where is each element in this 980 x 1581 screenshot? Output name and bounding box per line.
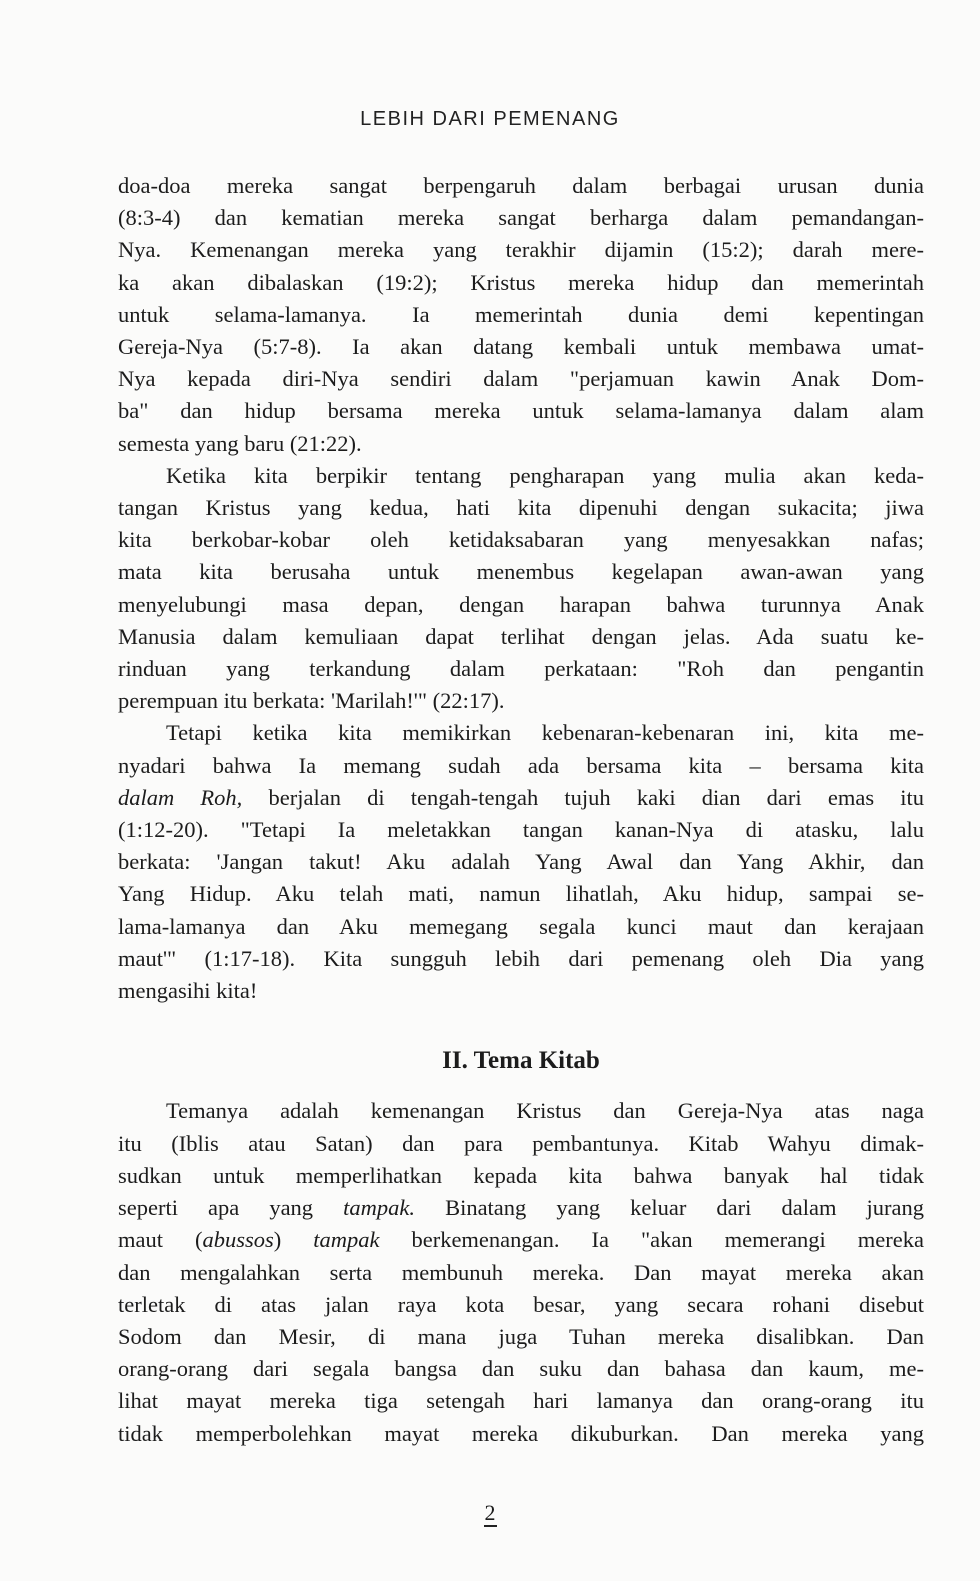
text-line: semesta yang baru (21:22). bbox=[118, 430, 362, 456]
text-line: Sodom dan Mesir, di mana juga Tuhan mereka disalibkan. Dan bbox=[118, 1323, 924, 1349]
text-line: dan mengalahkan serta membunuh mereka. Dan mayat mereka akan bbox=[118, 1259, 924, 1285]
italic-phrase: tampak. bbox=[343, 1195, 415, 1221]
page-number-text: 2 bbox=[484, 1500, 496, 1525]
text-line bbox=[118, 782, 924, 814]
paragraph-2 bbox=[118, 460, 924, 718]
text-run: ) bbox=[273, 1227, 314, 1253]
text-line: itu (Iblis atau Satan) dan para pembantunya. Kitab Wahyu dimak- bbox=[118, 1130, 924, 1156]
section-heading: II. Tema Kitab bbox=[442, 1047, 600, 1075]
paragraph-1 bbox=[118, 170, 924, 460]
text-line: terletak di atas jalan raya kota besar, yang secara rohani disebut bbox=[118, 1291, 924, 1317]
text-line: Nya kepada diri-Nya sendiri dalam "perjamuan kawin Anak Dom- bbox=[118, 366, 924, 392]
text-line: kita berkobar-kobar oleh ketidaksabaran yang menyesakkan nafas; bbox=[118, 527, 924, 553]
italic-phrase: abussos bbox=[202, 1227, 274, 1253]
text-run: maut ( bbox=[118, 1227, 203, 1253]
text-line: Yang Hidup. Aku telah mati, namun lihatlah, Aku hidup, sampai se- bbox=[118, 881, 924, 907]
text-line: untuk selama-lamanya. Ia memerintah dunia demi kepentingan bbox=[118, 301, 924, 327]
text-run: seperti apa yang bbox=[118, 1195, 344, 1221]
text-line bbox=[118, 1192, 924, 1224]
text-line: Gereja-Nya (5:7-8). Ia akan datang kembali untuk membawa umat- bbox=[118, 334, 924, 360]
paragraph-4 bbox=[118, 1095, 924, 1449]
text-line: Manusia dalam kemuliaan dapat terlihat dengan jelas. Ada suatu ke- bbox=[118, 623, 924, 649]
text-line: doa-doa mereka sangat berpengaruh dalam berbagai urusan dunia bbox=[118, 173, 924, 198]
text-line: Ketika kita berpikir tentang pengharapan yang mulia akan keda- bbox=[166, 462, 924, 488]
text-line bbox=[118, 1224, 924, 1256]
italic-phrase: dalam Roh, bbox=[118, 784, 243, 810]
text-line: (1:12-20). "Tetapi Ia meletakkan tangan kanan-Nya di atasku, lalu bbox=[118, 817, 924, 843]
text-line: maut'" (1:17-18). Kita sungguh lebih dari pemenang oleh Dia yang bbox=[118, 945, 924, 971]
paragraph-3 bbox=[118, 717, 924, 1007]
text-run: Binatang yang keluar dari dalam jurang bbox=[415, 1195, 924, 1221]
text-line: rinduan yang terkandung dalam perkataan: "Roh dan pengantin bbox=[118, 656, 924, 682]
page-body bbox=[118, 170, 924, 1450]
text-line: ka akan dibalaskan (19:2); Kristus mereka hidup dan memerintah bbox=[118, 269, 924, 295]
text-run: berkemenangan. Ia "akan memerangi mereka bbox=[379, 1227, 924, 1253]
text-line: orang-orang dari segala bangsa dan suku dan bahasa dan kaum, me- bbox=[118, 1356, 924, 1382]
text-line: mata kita berusaha untuk menembus kegelapan awan-awan yang bbox=[118, 559, 924, 585]
text-line: perempuan itu berkata: 'Marilah!'" (22:17). bbox=[118, 688, 505, 714]
text-line: Nya. Kemenangan mereka yang terakhir dijamin (15:2); darah mere- bbox=[118, 237, 924, 263]
text-line: (8:3-4) dan kematian mereka sangat berharga dalam pemandangan- bbox=[118, 205, 924, 231]
text-line: lihat mayat mereka tiga setengah hari lamanya dan orang-orang itu bbox=[118, 1388, 924, 1414]
running-header: LEBIH DARI PEMENANG bbox=[360, 108, 620, 130]
page-number bbox=[0, 1500, 980, 1526]
text-line: mengasihi kita! bbox=[118, 978, 258, 1004]
text-line: menyelubungi masa depan, dengan harapan bahwa turunnya Anak bbox=[118, 591, 924, 617]
text-run: berjalan di tengah-tengah tujuh kaki dian dari emas itu bbox=[242, 784, 925, 810]
text-line: Temanya adalah kemenangan Kristus dan Gereja-Nya atas naga bbox=[166, 1098, 924, 1124]
text-line: tangan Kristus yang kedua, hati kita dipenuhi dengan sukacita; jiwa bbox=[118, 495, 924, 521]
text-line: nyadari bahwa Ia memang sudah ada bersama kita – bersama kita bbox=[118, 752, 924, 778]
text-line: lama-lamanya dan Aku memegang segala kunci maut dan kerajaan bbox=[118, 913, 924, 939]
text-line: sudkan untuk memperlihatkan kepada kita bahwa banyak hal tidak bbox=[118, 1162, 924, 1188]
text-line: Tetapi ketika kita memikirkan kebenaran-kebenaran ini, kita me- bbox=[166, 720, 924, 746]
italic-phrase: tampak bbox=[313, 1227, 380, 1253]
text-line: ba" dan hidup bersama mereka untuk selama-lamanya dalam alam bbox=[118, 398, 924, 424]
text-line: tidak memperbolehkan mayat mereka dikuburkan. Dan mereka yang bbox=[118, 1420, 924, 1446]
text-line: berkata: 'Jangan takut! Aku adalah Yang Awal dan Yang Akhir, dan bbox=[118, 849, 924, 875]
